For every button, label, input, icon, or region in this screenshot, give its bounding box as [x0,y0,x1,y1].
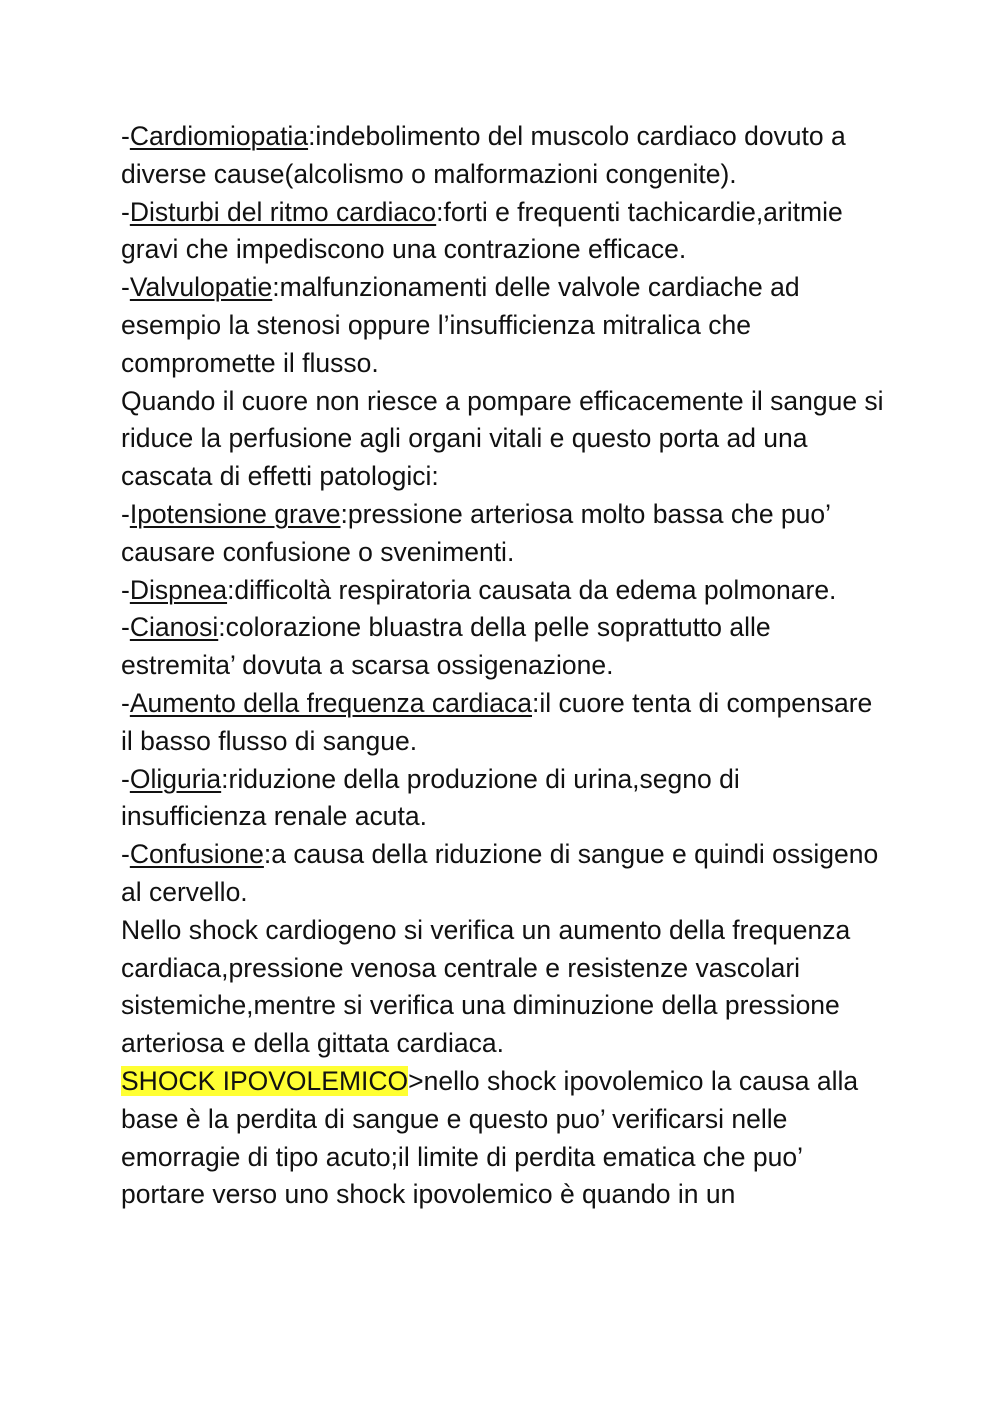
item-term: Disturbi del ritmo cardiaco [129,196,437,227]
list-item-disturbi-ritmo [121,194,891,270]
effect-item-frequenza [121,685,891,761]
item-text: :a causa della riduzione di sangue e quindi ossigeno al cervello. [121,839,879,907]
effect-item-dispnea [121,572,891,610]
item-dash: - [121,763,130,794]
document-body [121,118,891,1214]
item-text: :riduzione della produzione di urina,segno di insufficienza renale acuta. [121,763,740,832]
item-dash: - [121,272,130,303]
effect-item-confusione [121,836,891,912]
item-text: :forti e frequenti tachicardie,aritmie gravi che impediscono una contrazione efficace. [121,196,843,265]
section-heading-highlighted: SHOCK IPOVOLEMICO [121,1065,409,1096]
item-dash: - [121,121,130,151]
item-dash: - [121,839,130,870]
list-item-valvulopatie [121,269,891,382]
effect-item-ipotensione [121,496,891,572]
item-term: Valvulopatie [129,272,273,303]
effect-item-oliguria [121,761,891,837]
section-shock-ipovolemico [121,1063,891,1214]
item-dash: - [121,612,130,643]
item-dash: - [121,196,130,227]
item-term: Cianosi [129,612,219,643]
item-text: :il cuore tenta di compensare il basso flusso di sangue. [121,687,873,756]
effect-item-cianosi [121,609,891,685]
item-term: Ipotensione grave [129,498,341,529]
list-item-cardiomiopatia [121,118,891,194]
item-term: Cardiomiopatia [129,121,309,151]
item-text: :colorazione bluastra della pelle soprattutto alle estremita’ dovuta a scarsa ossigenazione. [121,612,771,681]
section-text: >nello shock ipovolemico la causa alla base è la perdita di sangue e questo puo’ verificarsi nelle emorragie di tipo acuto;il limite di perdita ematica che puo’ portare verso uno shock ipovolemico è quando in un [121,1065,859,1210]
item-dash: - [121,687,130,718]
item-term: Dispnea [129,574,228,605]
item-term: Aumento della frequenza cardiaca [129,687,532,718]
item-dash: - [121,498,130,529]
item-term: Oliguria [129,763,222,794]
item-text: :difficoltà respiratoria causata da edema polmonare. [227,574,837,605]
item-text: :pressione arteriosa molto bassa che puo’ causare confusione o svenimenti. [121,498,831,567]
summary-paragraph: Nello shock cardiogeno si verifica un aumento della frequenza cardiaca,pressione venosa centrale e resistenze vascolari sistemiche,mentre si verifica una diminuzione della pressione arteriosa e della gittata cardiaca. [121,914,851,1059]
item-dash: - [121,574,130,605]
item-term: Confusione [129,839,264,870]
intro-paragraph: Quando il cuore non riesce a pompare efficacemente il sangue si riduce la perfusione agli organi vitali e questo porta ad una cascata di effetti patologici: [121,385,884,492]
item-text: :malfunzionamenti delle valvole cardiache ad esempio la stenosi oppure l’insufficienza mitralica che compromette il flusso. [121,272,800,378]
item-text: :indebolimento del muscolo cardiaco dovuto a diverse cause(alcolismo o malformazioni congenite). [121,121,846,189]
